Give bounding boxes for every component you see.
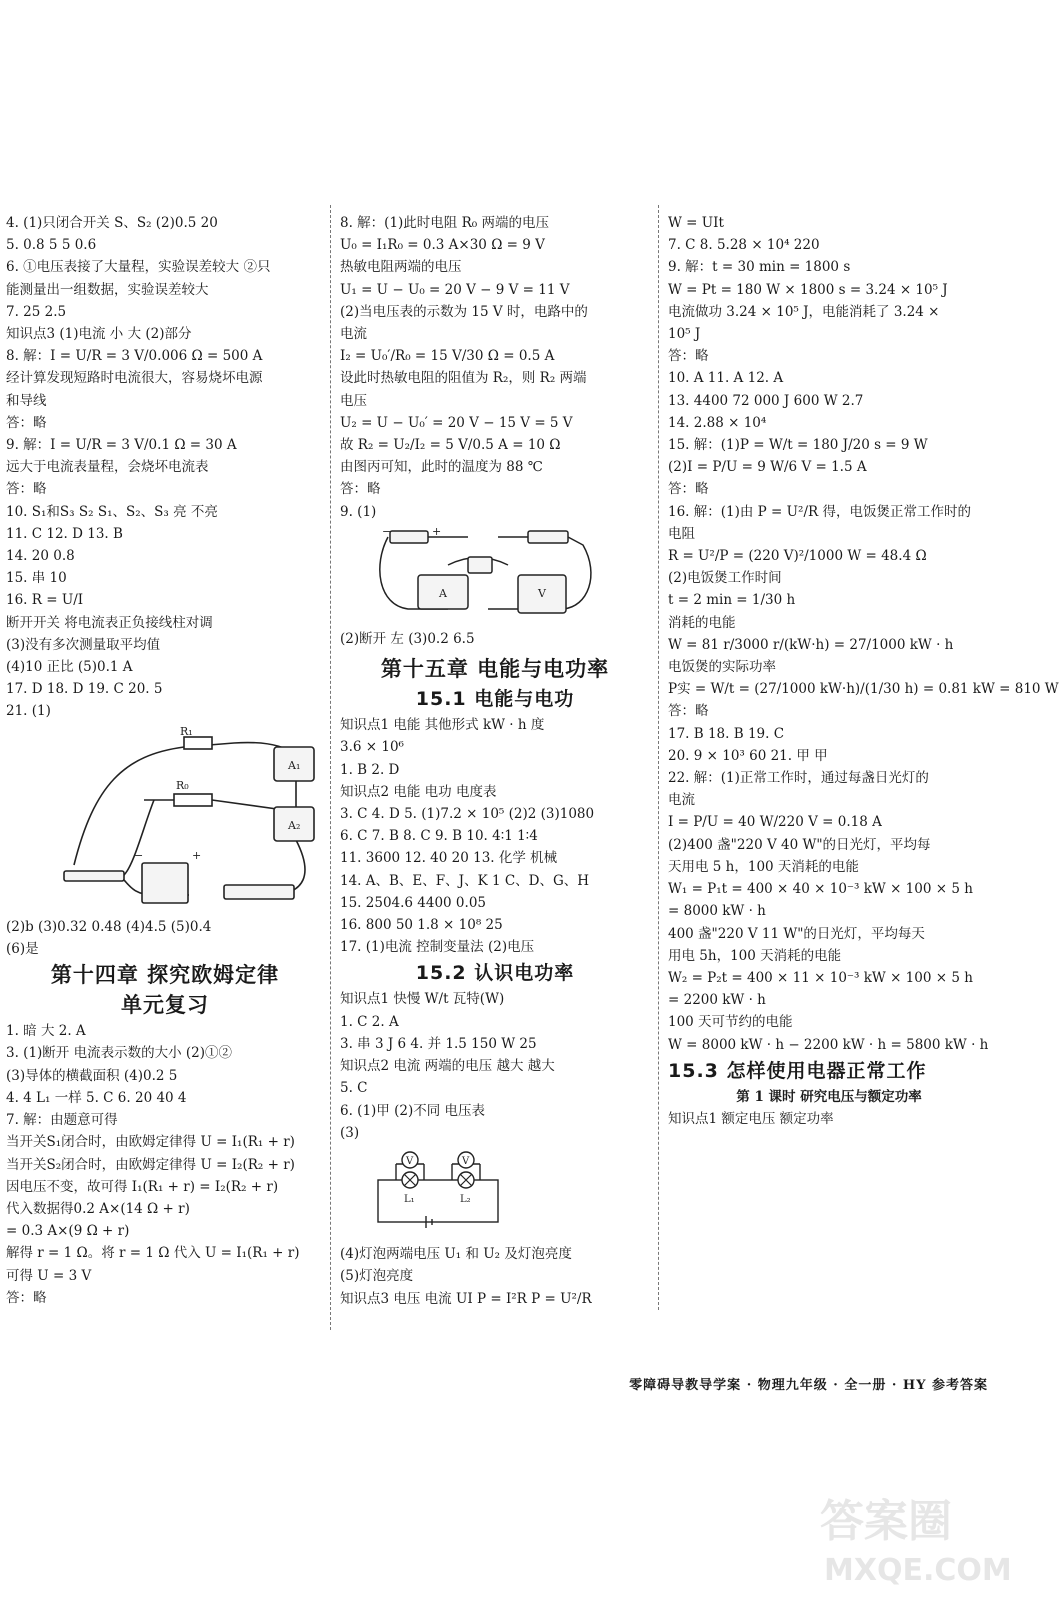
column-2 — [340, 212, 650, 1310]
answer-line: (2)I = P/U = 9 W/6 V = 1.5 A — [668, 459, 867, 476]
fig9-label-a: A — [439, 586, 447, 600]
answer-line: 知识点1 额定电压 额定功率 — [668, 1110, 834, 1127]
answer-line: 知识点3 (1)电流 小 大 (2)部分 — [6, 326, 192, 343]
answer-line: 知识点1 电能 其他形式 kW · h 度 — [340, 717, 545, 734]
answer-line: 设此时热敏电阻的阻值为 R₂，则 R₂ 两端 — [340, 370, 587, 387]
answer-line: W₂ = P₂t = 400 × 11 × 10⁻³ kW × 100 × 5 h — [668, 969, 973, 986]
watermark-logo — [812, 1480, 1012, 1590]
answer-line: 14. 2.88 × 10⁴ — [668, 414, 767, 431]
column-2-answers-b — [340, 628, 650, 650]
answer-line: 知识点2 电流 两端的电压 越大 越大 — [340, 1058, 555, 1075]
fig6-label-v2: V — [462, 1155, 470, 1167]
column-1-answers-c — [6, 1020, 324, 1309]
answer-line: W = 8000 kW · h − 2200 kW · h = 5800 kW · h — [668, 1036, 989, 1053]
answer-line: 电流做功 3.24 × 10⁵ J，电能消耗了 3.24 × — [668, 303, 940, 320]
answer-line: (3) — [340, 1124, 360, 1141]
fig21-label-a1: A₁ — [288, 758, 301, 772]
section-15-3-title: 15.3 怎样使用电器正常工作 — [668, 1059, 927, 1082]
answer-line: 17. B 18. B 19. C — [668, 725, 785, 742]
answer-line: 17. (1)电流 控制变量法 (2)电压 — [340, 939, 535, 956]
column-1-answers-a — [6, 212, 324, 723]
answer-line: 知识点2 电能 电功 电度表 — [340, 783, 497, 800]
answer-line: 10. A 11. A 12. A — [668, 370, 784, 387]
answer-line: 1. B 2. D — [340, 761, 400, 778]
answer-line: 22. 解：(1)正常工作时，通过每盏日光灯的 — [668, 770, 929, 787]
answer-line: = 2200 kW · h — [668, 992, 766, 1009]
answer-line: 知识点3 电压 电流 UI P = I²R P = U²/R — [340, 1290, 592, 1307]
answer-line: 远大于电流表量程，会烧坏电流表 — [6, 459, 209, 476]
answer-line: 5. 0.8 5 5 0.6 — [6, 237, 97, 254]
answer-line: 9. 解：I = U/R = 3 V/0.1 Ω = 30 A — [6, 437, 237, 454]
circuit-figure-9 — [368, 525, 608, 617]
answer-line: 消耗的电能 — [668, 614, 736, 631]
column-2-answers-c — [340, 714, 650, 958]
answer-line: 答：略 — [6, 414, 47, 431]
answer-line: 电饭煲的实际功率 — [668, 659, 776, 676]
answer-line: (4)10 正比 (5)0.1 A — [6, 659, 133, 676]
answer-line: = 0.3 A×(9 Ω + r) — [6, 1223, 130, 1240]
fig21-label-plus: + — [192, 848, 202, 862]
answer-line: 21. (1) — [6, 703, 51, 720]
answer-line: 电压 — [340, 392, 367, 409]
chapter-14-title: 第十四章 探究欧姆定律 — [50, 963, 280, 988]
answer-line: U₂ = U − U₀′ = 20 V − 15 V = 5 V — [340, 414, 573, 431]
answer-line: W = Pt = 180 W × 1800 s = 3.24 × 10⁵ J — [668, 281, 948, 298]
answer-line: 11. 3600 12. 40 20 13. 化学 机械 — [340, 850, 558, 867]
answer-line: 答：略 — [668, 348, 709, 365]
answer-line: 当开关S₂闭合时，由欧姆定律得 U = I₂(R₂ + r) — [6, 1156, 295, 1173]
answer-line: 故 R₂ = U₂/I₂ = 5 V/0.5 A = 10 Ω — [340, 437, 561, 454]
answer-line: 4. (1)只闭合开关 S、S₂ (2)0.5 20 — [6, 215, 218, 231]
answer-line: 因电压不变，故可得 I₁(R₁ + r) = I₂(R₂ + r) — [6, 1178, 279, 1195]
answer-line: 7. C 8. 5.28 × 10⁴ 220 — [668, 237, 820, 254]
answer-line: 知识点1 快慢 W/t 瓦特(W) — [340, 991, 505, 1008]
answer-line: 16. 800 50 1.8 × 10⁸ 25 — [340, 917, 503, 934]
answer-line: 15. 解：(1)P = W/t = 180 J/20 s = 9 W — [668, 437, 928, 454]
answer-line: 答：略 — [668, 481, 709, 498]
answer-line: U₀ = I₁R₀ = 0.3 A×30 Ω = 9 V — [340, 237, 545, 254]
answer-line: 答：略 — [6, 481, 47, 498]
answer-line: I₂ = U₀′/R₀ = 15 V/30 Ω = 0.5 A — [340, 348, 555, 365]
column-divider-1 — [330, 205, 331, 1330]
answer-line: 3. 串 3 J 6 4. 并 1.5 150 W 25 — [340, 1035, 537, 1052]
answer-line: 9. (1) — [340, 503, 377, 520]
column-2-answers-e — [340, 1243, 650, 1310]
answer-line: I = P/U = 40 W/220 V = 0.18 A — [668, 814, 882, 831]
fig6-label-l2: L₂ — [460, 1193, 471, 1205]
answer-line: P实 = W/t = (27/1000 kW·h)/(1/30 h) = 0.81 kW = 810 W — [668, 681, 1059, 698]
column-3-answers-b — [668, 1108, 990, 1130]
answer-line: (2)断开 左 (3)0.2 6.5 — [340, 631, 475, 648]
answer-line: 5. C — [340, 1080, 368, 1097]
answer-line: t = 2 min = 1/30 h — [668, 592, 796, 609]
answer-line: 热敏电阻两端的电压 — [340, 259, 462, 276]
column-1 — [6, 212, 324, 1309]
fig21-label-a2: A₂ — [288, 818, 301, 832]
column-2-answers-d — [340, 988, 650, 1143]
answer-line: 6. (1)甲 (2)不同 电压表 — [340, 1102, 485, 1119]
answer-line: 11. C 12. D 13. B — [6, 525, 123, 542]
answer-line: 6. C 7. B 8. C 9. B 10. 4∶1 1∶4 — [340, 828, 538, 845]
answer-line: 10. S₁和S₃ S₂ S₁、S₂、S₃ 亮 不亮 — [6, 503, 218, 520]
answer-line: 20. 9 × 10³ 60 21. 甲 甲 — [668, 747, 828, 764]
answer-line: 用电 5h，100 天消耗的电能 — [668, 947, 842, 964]
answer-line: 8. 解：(1)此时电阻 R₀ 两端的电压 — [340, 215, 549, 231]
fig9-label-minus: − — [382, 524, 392, 538]
answer-line: 16. 解：(1)由 P = U²/R 得，电饭煲正常工作时的 — [668, 503, 971, 520]
answer-line: R = U²/P = (220 V)²/1000 W = 48.4 Ω — [668, 548, 927, 565]
answer-line: 和导线 — [6, 392, 47, 409]
answer-line: 400 盏"220 V 11 W"的日光灯，平均每天 — [668, 925, 925, 942]
fig6-label-l1: L₁ — [404, 1193, 415, 1205]
answer-line: 电阻 — [668, 525, 695, 542]
circuit-figure-21 — [34, 725, 324, 905]
answer-line: 100 天可节约的电能 — [668, 1014, 793, 1031]
answer-line: 3.6 × 10⁶ — [340, 739, 404, 756]
answer-line: 答：略 — [340, 481, 381, 498]
answer-line: 断开开关 将电流表正负接线柱对调 — [6, 614, 213, 631]
chapter-15-title: 第十五章 电能与电功率 — [380, 657, 610, 682]
lesson-1-title: 第 1 课时 研究电压与额定功率 — [736, 1088, 922, 1105]
answer-line: W = UIt — [668, 215, 724, 231]
answer-line: = 8000 kW · h — [668, 903, 766, 920]
answer-line: (4)灯泡两端电压 U₁ 和 U₂ 及灯泡亮度 — [340, 1246, 572, 1263]
column-3 — [668, 212, 1059, 1130]
answer-line: 17. D 18. D 19. C 20. 5 — [6, 681, 163, 698]
answer-line: (5)灯泡亮度 — [340, 1268, 414, 1285]
answer-line: 电流 — [668, 792, 695, 809]
answer-line: 当开关S₁闭合时，由欧姆定律得 U = I₁(R₁ + r) — [6, 1134, 295, 1151]
answer-line: 14. A、B、E、F、J、K 1 C、D、G、H — [340, 872, 590, 889]
fig21-label-r1: R₁ — [180, 724, 193, 738]
answer-line: 15. 串 10 — [6, 570, 67, 587]
answer-line: 经计算发现短路时电流很大，容易烧坏电源 — [6, 370, 263, 387]
answer-line: 10⁵ J — [668, 326, 701, 343]
answer-line: 14. 20 0.8 — [6, 548, 75, 565]
answer-line: 解得 r = 1 Ω。将 r = 1 Ω 代入 U = I₁(R₁ + r) — [6, 1245, 300, 1262]
answer-line: 15. 2504.6 4400 0.05 — [340, 894, 486, 911]
answer-line: 答：略 — [6, 1289, 47, 1306]
answer-line: 9. 解：t = 30 min = 1800 s — [668, 259, 851, 276]
answer-line: 16. R = U/I — [6, 592, 84, 609]
answer-line: (2)400 盏"220 V 40 W"的日光灯，平均每 — [668, 836, 931, 853]
answer-line: 代入数据得0.2 A×(14 Ω + r) — [6, 1200, 190, 1217]
fig21-label-r0: R₀ — [176, 778, 189, 792]
column-1-answers-b — [6, 916, 324, 960]
fig9-label-v: V — [538, 586, 546, 600]
answer-line: W₁ = P₁t = 400 × 40 × 10⁻³ kW × 100 × 5 h — [668, 881, 973, 898]
answer-line: 1. 暗 大 2. A — [6, 1023, 86, 1040]
column-3-answers-a — [668, 212, 1059, 1056]
answer-line: W = 81 r/3000 r/(kW·h) = 27/1000 kW · h — [668, 636, 954, 653]
answer-line: 13. 4400 72 000 J 600 W 2.7 — [668, 392, 864, 409]
answer-line: 1. C 2. A — [340, 1013, 399, 1030]
answer-line: (2)b (3)0.32 0.48 (4)4.5 (5)0.4 — [6, 918, 212, 935]
answer-line: 可得 U = 3 V — [6, 1267, 92, 1284]
section-15-1-title: 15.1 电能与电功 — [415, 688, 575, 711]
answer-line: 3. (1)断开 电流表示数的大小 (2)①② — [6, 1045, 232, 1062]
watermark-text-top: 答案圈 — [820, 1496, 952, 1547]
fig6-label-v1: V — [406, 1155, 414, 1167]
page-footer: 零障碍导教导学案 · 物理九年级 · 全一册 · HY 参考答案 — [629, 1378, 988, 1393]
answer-line: 答：略 — [668, 703, 709, 720]
answer-line: (2)电饭煲工作时间 — [668, 570, 782, 587]
answer-line: 6. ①电压表接了大量程，实验误差较大 ②只 — [6, 259, 271, 276]
answer-line: 8. 解：I = U/R = 3 V/0.006 Ω = 500 A — [6, 348, 263, 365]
answer-line: 3. C 4. D 5. (1)7.2 × 10⁵ (2)2 (3)1080 — [340, 806, 595, 823]
answer-line: 天用电 5 h，100 天消耗的电能 — [668, 858, 859, 875]
circuit-figure-6 — [368, 1146, 528, 1232]
answer-line: 电流 — [340, 326, 367, 343]
watermark-text-bottom: MXQE.COM — [824, 1553, 1012, 1588]
answer-line: 能测量出一组数据，实验误差较大 — [6, 281, 209, 298]
section-15-2-title: 15.2 认识电功率 — [415, 962, 575, 985]
column-2-answers-a — [340, 212, 650, 523]
answer-line: 7. 25 2.5 — [6, 303, 67, 320]
fig9-label-plus: + — [432, 524, 442, 538]
answer-line: (3)没有多次测量取平均值 — [6, 636, 161, 653]
fig21-label-minus: − — [134, 848, 144, 862]
unit-review-title: 单元复习 — [121, 993, 209, 1018]
answer-line: U₁ = U − U₀ = 20 V − 9 V = 11 V — [340, 281, 570, 298]
answer-line: 7. 解：由题意可得 — [6, 1112, 118, 1129]
answer-line: (2)当电压表的示数为 15 V 时，电路中的 — [340, 303, 588, 320]
column-divider-2 — [658, 205, 659, 1310]
answer-line: 4. 4 L₁ 一样 5. C 6. 20 40 4 — [6, 1089, 187, 1106]
answer-line: (6)是 — [6, 941, 39, 958]
answer-line: 由图丙可知，此时的温度为 88 ℃ — [340, 459, 543, 476]
answer-line: (3)导体的横截面积 (4)0.2 5 — [6, 1067, 178, 1084]
